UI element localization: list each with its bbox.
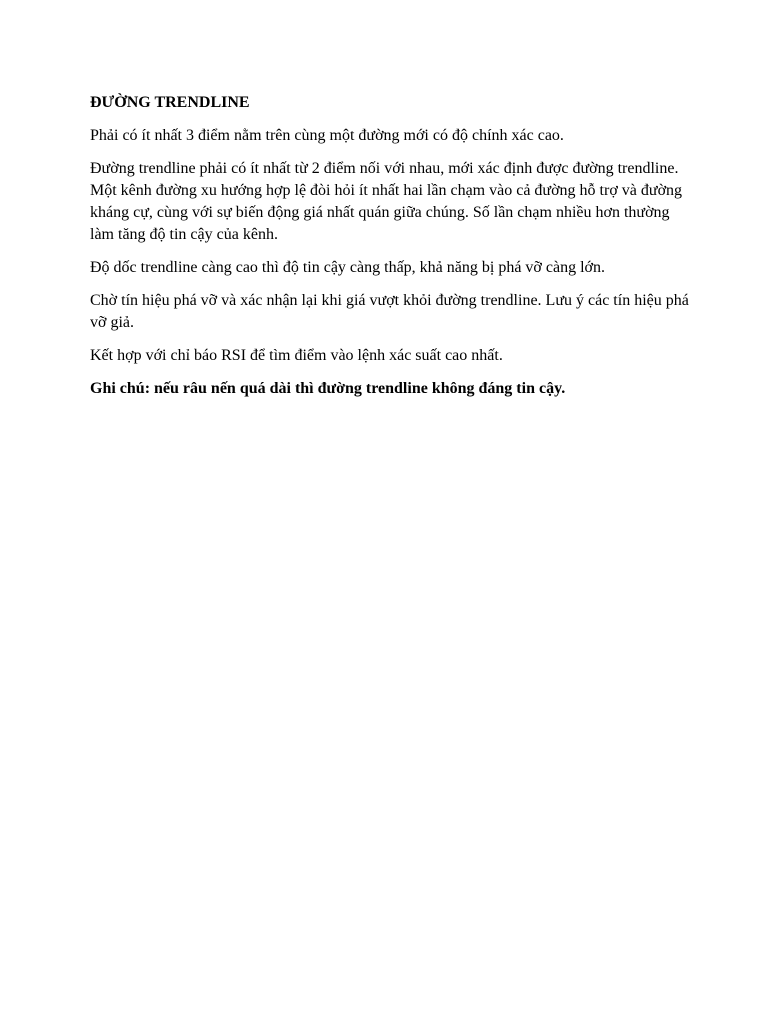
paragraph-rsi: Kết hợp với chỉ báo RSI để tìm điểm vào lệnh xác suất cao nhất. [90,347,503,364]
paragraph-slope: Độ dốc trendline càng cao thì độ tin cậy càng thấp, khả năng bị phá vỡ càng lớn. [90,259,605,276]
document-page [90,92,690,400]
paragraph-breakout: Chờ tín hiệu phá vỡ và xác nhận lại khi giá vượt khỏi đường trendline. Lưu ý các tín hiệu phá vỡ giả. [90,292,689,331]
document-note: Ghi chú: nếu râu nến quá dài thì đường trendline không đáng tin cậy. [90,380,566,397]
paragraph-min-points: Phải có ít nhất 3 điểm nằm trên cùng một đường mới có độ chính xác cao. [90,127,564,144]
document-title: ĐƯỜNG TRENDLINE [90,94,250,111]
paragraph-trendline-channel: Đường trendline phải có ít nhất từ 2 điểm nối với nhau, mới xác định được đường trendline. Một kênh đường xu hướng hợp lệ đòi hỏi ít nhất hai lần chạm vào cả đường hỗ trợ và đường kháng cự, cùng với sự biến động giá nhất quán giữa chúng. Số lần chạm nhiều hơn thường làm tăng độ tin cậy của kênh. [90,160,683,243]
